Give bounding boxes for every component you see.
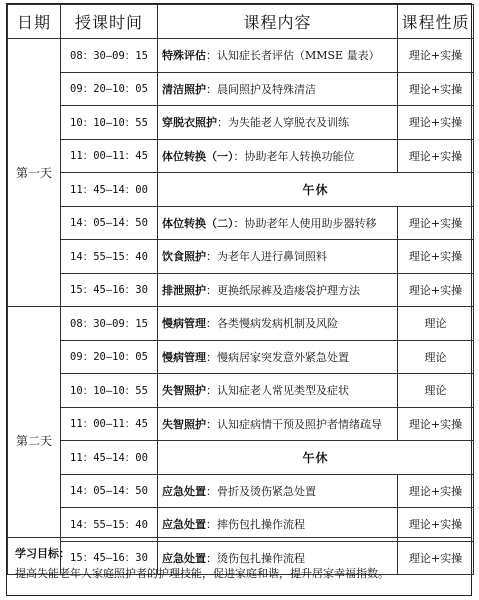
nature-cell: 理论 xyxy=(398,374,474,408)
time-cell: 08：30—09：15 xyxy=(61,307,158,341)
time-cell: 10：10—10：55 xyxy=(61,106,158,140)
goals-text: 提高失能老年人家庭照护者的护理技能，促进家庭和谐，提升居家幸福指数。 xyxy=(15,567,389,580)
time-cell: 14：05—14：50 xyxy=(61,206,158,240)
header-date: 日期 xyxy=(8,5,61,39)
course-description: ：为失能老人穿脱衣及训练 xyxy=(217,116,349,130)
course-description: ：认知症病情干预及照护者情绪疏导 xyxy=(206,417,382,431)
course-keyword: 慢病管理 xyxy=(162,350,206,364)
table-row xyxy=(8,106,474,140)
time-cell: 11：00—11：45 xyxy=(61,407,158,441)
nature-cell: 理论+实操 xyxy=(398,541,474,575)
time-cell: 14：05—14：50 xyxy=(61,474,158,508)
course-keyword: 应急处置 xyxy=(162,551,206,565)
time-cell: 09：20—10：05 xyxy=(61,340,158,374)
content-cell xyxy=(158,508,398,542)
course-keyword: 清洁照护 xyxy=(162,82,206,96)
content-cell xyxy=(158,206,398,240)
time-cell: 15：45—16：30 xyxy=(61,541,158,575)
nature-cell: 理论 xyxy=(398,307,474,341)
lunch-break-cell: 午休 xyxy=(158,441,474,475)
header-nature: 课程性质 xyxy=(398,5,474,39)
nature-cell: 理论+实操 xyxy=(398,508,474,542)
course-keyword: 慢病管理 xyxy=(162,317,206,331)
goals-title: 学习目标： xyxy=(15,547,70,560)
nature-cell: 理论+实操 xyxy=(398,206,474,240)
course-description: ：协助老年人转换功能位 xyxy=(233,149,355,163)
course-description: ：摔伤包扎操作流程 xyxy=(206,518,305,532)
course-description: ：协助老年人使用助步器转移 xyxy=(233,216,377,230)
table-row xyxy=(8,273,474,307)
course-description: ：慢病居家突发意外紧急处置 xyxy=(206,350,349,364)
nature-cell: 理论+实操 xyxy=(398,240,474,274)
course-keyword: 体位转换（一） xyxy=(162,149,234,163)
schedule-body xyxy=(8,39,474,575)
content-cell xyxy=(158,407,398,441)
course-keyword: 排泄照护 xyxy=(162,283,206,297)
time-cell: 15：45—16：30 xyxy=(61,273,158,307)
nature-cell: 理论+实操 xyxy=(398,39,474,73)
course-keyword: 应急处置 xyxy=(162,518,206,532)
nature-cell: 理论+实操 xyxy=(398,273,474,307)
header-content: 课程内容 xyxy=(158,5,398,39)
table-row xyxy=(8,340,474,374)
header-time: 授课时间 xyxy=(61,5,158,39)
table-row xyxy=(8,72,474,106)
nature-cell: 理论+实操 xyxy=(398,139,474,173)
time-cell: 11：45—14：00 xyxy=(61,441,158,475)
course-keyword: 应急处置 xyxy=(162,484,206,498)
nature-cell: 理论+实操 xyxy=(398,72,474,106)
content-cell xyxy=(158,240,398,274)
time-cell: 09：20—10：05 xyxy=(61,72,158,106)
time-cell: 14：55—15：40 xyxy=(61,508,158,542)
lunch-break-cell: 午休 xyxy=(158,173,474,207)
course-description: ：烫伤包扎操作流程 xyxy=(206,551,305,565)
table-row xyxy=(8,474,474,508)
rest-row xyxy=(8,441,474,475)
time-cell: 08：30—09：15 xyxy=(61,39,158,73)
nature-cell: 理论 xyxy=(398,340,474,374)
content-cell xyxy=(158,474,398,508)
nature-cell: 理论+实操 xyxy=(398,407,474,441)
course-description: ：认知症老人常见类型及症状 xyxy=(206,384,349,398)
day-one-label: 第一天 xyxy=(8,39,61,307)
table-row xyxy=(8,508,474,542)
course-keyword: 体位转换（二） xyxy=(162,216,234,230)
table-row xyxy=(8,240,474,274)
content-cell xyxy=(158,39,398,73)
time-cell: 11：45—14：00 xyxy=(61,173,158,207)
content-cell xyxy=(158,307,398,341)
time-cell: 11：00—11：45 xyxy=(61,139,158,173)
nature-cell: 理论+实操 xyxy=(398,474,474,508)
header-row xyxy=(8,5,474,39)
course-keyword: 特殊评估 xyxy=(162,49,206,63)
schedule-table xyxy=(7,4,474,575)
time-cell: 14：55—15：40 xyxy=(61,240,158,274)
course-description: ：为老年人进行鼻饲照料 xyxy=(206,250,327,264)
day-two-label: 第二天 xyxy=(8,307,61,575)
course-description: ：骨折及烫伤紧急处置 xyxy=(206,484,316,498)
schedule-sheet xyxy=(6,3,472,596)
learning-goals xyxy=(7,537,471,595)
table-row xyxy=(8,307,474,341)
content-cell xyxy=(158,139,398,173)
table-row xyxy=(8,374,474,408)
content-cell xyxy=(158,340,398,374)
course-keyword: 穿脱衣照护 xyxy=(162,116,217,130)
content-cell xyxy=(158,106,398,140)
table-row xyxy=(8,407,474,441)
table-row xyxy=(8,206,474,240)
course-description: ：各类慢病发病机制及风险 xyxy=(206,317,338,331)
rest-row xyxy=(8,173,474,207)
content-cell xyxy=(158,374,398,408)
table-row xyxy=(8,39,474,73)
nature-cell: 理论+实操 xyxy=(398,106,474,140)
time-cell: 10：10—10：55 xyxy=(61,374,158,408)
content-cell xyxy=(158,72,398,106)
course-keyword: 饮食照护 xyxy=(162,250,206,264)
table-row xyxy=(8,139,474,173)
content-cell xyxy=(158,273,398,307)
course-description: ：更换纸尿裤及造瘘袋护理方法 xyxy=(206,283,360,297)
course-description: ：认知症长者评估（MMSE 量表） xyxy=(206,49,380,63)
course-keyword: 失智照护 xyxy=(162,384,206,398)
course-keyword: 失智照护 xyxy=(162,417,206,431)
course-description: ：晨间照护及特殊清洁 xyxy=(206,82,316,96)
